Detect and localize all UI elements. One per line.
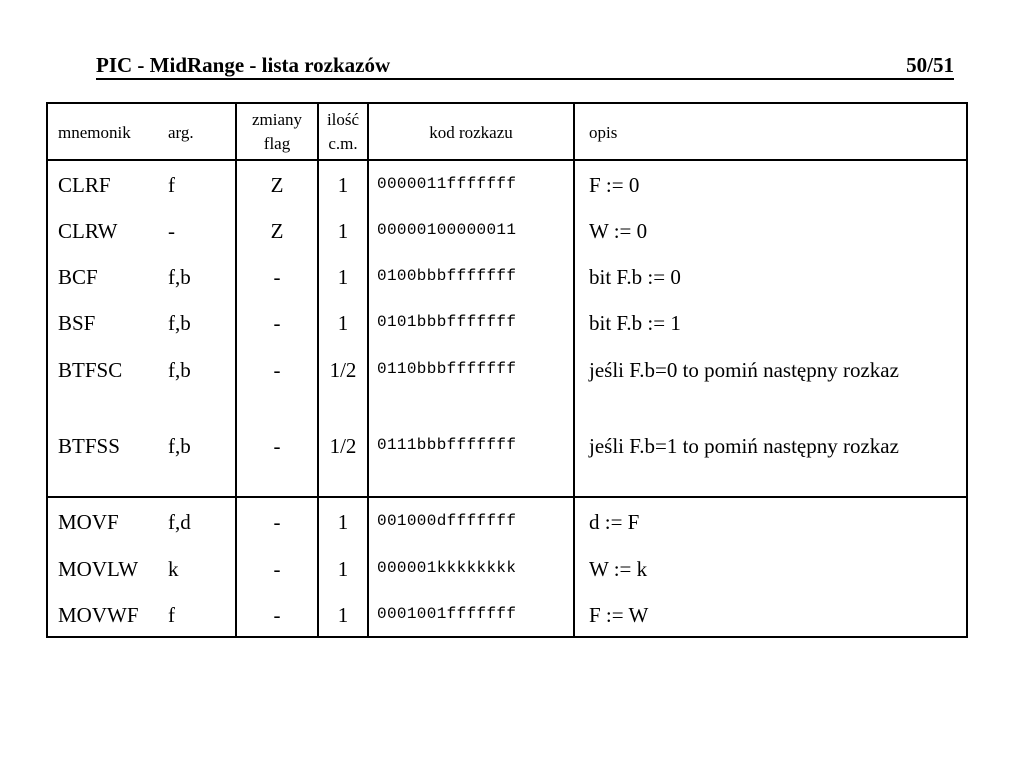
description-cell: W := k <box>589 557 648 581</box>
mnemonic-cell: MOVF <box>58 510 119 534</box>
mnemonic-cell: BCF <box>58 265 98 289</box>
description-cell: W := 0 <box>589 219 648 243</box>
opcode-cell: 00000100000011 <box>377 221 517 239</box>
description-cell: F := W <box>589 603 649 627</box>
mnemonic-cell: CLRF <box>58 173 111 197</box>
slide-header <box>96 52 954 80</box>
mnemonic-cell: MOVWF <box>58 603 139 627</box>
mnemonic-cell: BSF <box>58 311 96 335</box>
cycles-cell: 1/2 <box>329 434 357 458</box>
opcode-cell: 0110bbbfffffff <box>377 360 517 378</box>
cycles-cell: 1 <box>337 265 349 289</box>
cycles-cell: 1/2 <box>329 358 357 382</box>
mnemonic-cell: BTFSC <box>58 358 123 382</box>
column-header-mnemonic: mnemonik <box>58 123 131 142</box>
page-number: 50/51 <box>906 53 954 77</box>
column-divider <box>573 102 575 638</box>
arg-cell: k <box>168 557 179 581</box>
description-cell: jeśli F.b=0 to pomiń następny rozkaz <box>589 358 899 382</box>
cycles-cell: 1 <box>337 603 349 627</box>
opcode-cell: 0100bbbfffffff <box>377 267 517 285</box>
flags-cell: - <box>273 265 281 289</box>
arg-cell: f,b <box>168 265 191 289</box>
column-header-code: kod rozkazu <box>429 123 513 142</box>
flags-cell: - <box>273 311 281 335</box>
opcode-cell: 0101bbbfffffff <box>377 313 517 331</box>
arg-cell: f <box>168 603 175 627</box>
flags-cell: - <box>273 358 281 382</box>
column-header-description: opis <box>589 123 618 142</box>
column-divider <box>367 102 369 638</box>
cycles-cell: 1 <box>337 173 349 197</box>
cycles-cell: 1 <box>337 510 349 534</box>
opcode-cell: 001000dfffffff <box>377 512 517 530</box>
mnemonic-cell: CLRW <box>58 219 118 243</box>
flags-cell: - <box>273 603 281 627</box>
arg-cell: f,b <box>168 311 191 335</box>
flags-cell: Z <box>270 173 284 197</box>
description-cell: F := 0 <box>589 173 640 197</box>
arg-cell: f <box>168 173 175 197</box>
description-cell: d := F <box>589 510 640 534</box>
column-header-cycles: ilość c.m. <box>326 110 360 153</box>
mnemonic-cell: BTFSS <box>58 434 120 458</box>
flags-cell: - <box>273 510 281 534</box>
description-cell: bit F.b := 0 <box>589 265 681 289</box>
flags-cell: - <box>273 557 281 581</box>
opcode-cell: 0001001fffffff <box>377 605 517 623</box>
column-header-flags: zmiany flag <box>251 110 303 153</box>
description-cell: jeśli F.b=1 to pomiń następny rozkaz <box>589 434 899 458</box>
arg-cell: - <box>168 219 175 243</box>
arg-cell: f,b <box>168 358 191 382</box>
flags-cell: - <box>273 434 281 458</box>
arg-cell: f,b <box>168 434 191 458</box>
cycles-cell: 1 <box>337 311 349 335</box>
arg-cell: f,d <box>168 510 191 534</box>
column-header-arg: arg. <box>168 123 194 142</box>
instruction-table <box>46 102 968 638</box>
group-divider <box>46 496 968 498</box>
header-divider <box>46 159 968 161</box>
cycles-cell: 1 <box>337 219 349 243</box>
opcode-cell: 000001kkkkkkkk <box>377 559 517 577</box>
flags-cell: Z <box>270 219 284 243</box>
opcode-cell: 0000011fffffff <box>377 175 517 193</box>
slide-title: PIC - MidRange - lista rozkazów <box>96 53 391 77</box>
description-cell: bit F.b := 1 <box>589 311 681 335</box>
opcode-cell: 0111bbbfffffff <box>377 436 517 454</box>
cycles-cell: 1 <box>337 557 349 581</box>
mnemonic-cell: MOVLW <box>58 557 139 581</box>
